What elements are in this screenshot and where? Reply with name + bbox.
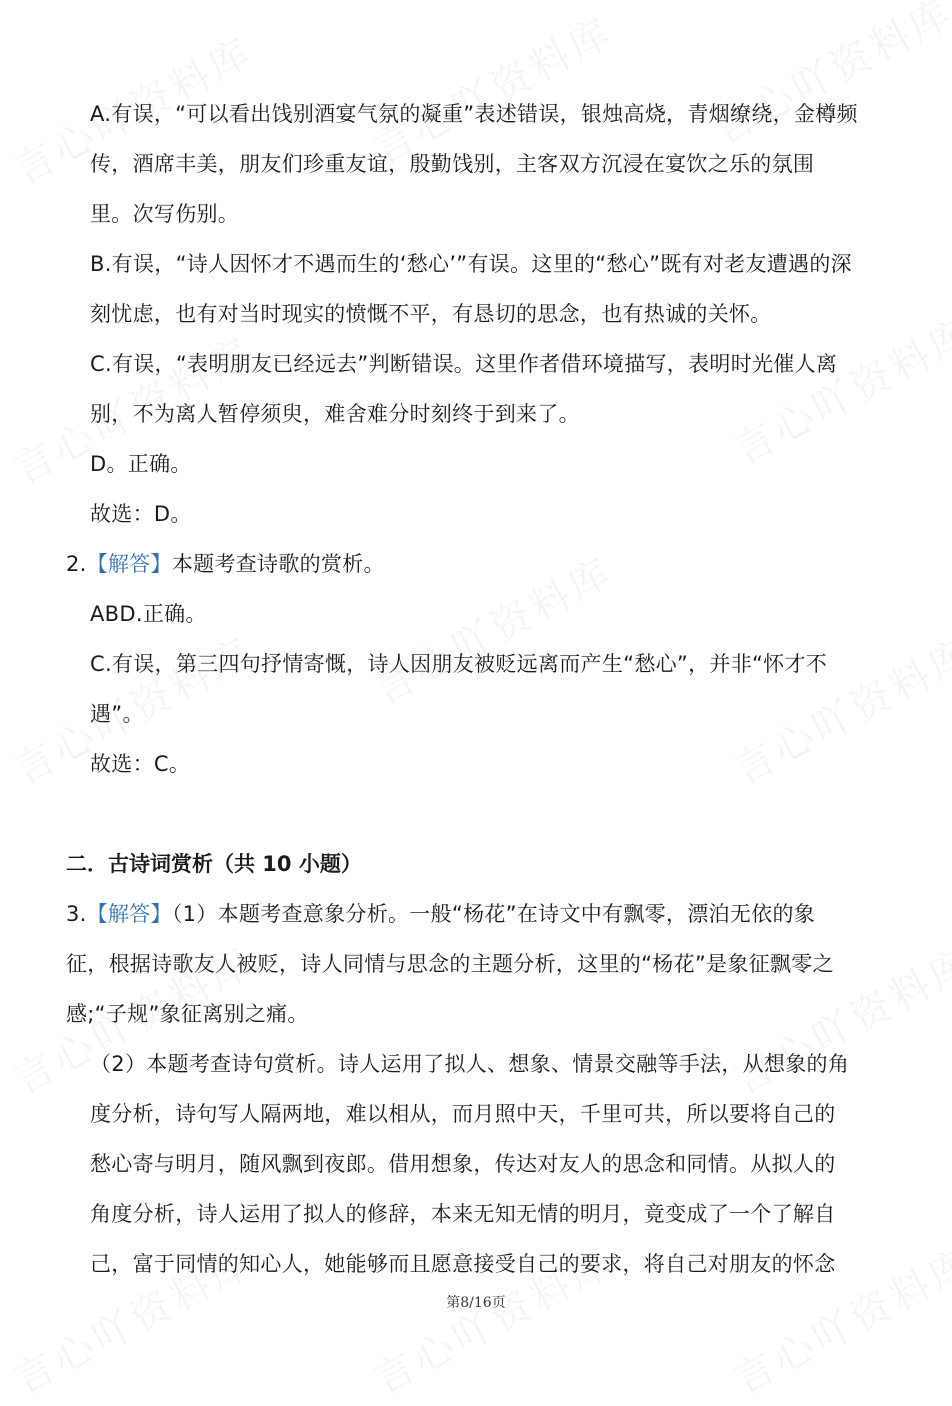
q3-answer-label: 【解答】 xyxy=(86,902,172,926)
q3-part2-line-5: 己，富于同情的知心人，她能够而且愿意接受自己的要求，将自己对朋友的怀念 xyxy=(90,1252,836,1276)
watermark xyxy=(722,621,952,795)
option-c-line-2: 别，不为离人暂停须臾，难舍难分时刻终于到来了。 xyxy=(90,402,580,426)
q2-abd: ABD.正确。 xyxy=(90,602,207,626)
option-d-line: D。正确。 xyxy=(90,452,192,476)
q2-intro: 本题考查诗歌的赏析。 xyxy=(171,552,385,576)
section-heading: 二．古诗词赏析（共 10 小题） xyxy=(66,852,362,876)
q2-choice: 故选：C。 xyxy=(90,752,191,776)
q3-part2-line-3: 愁心寄与明月，随风飘到夜郎。借用想象，传达对友人的思念和同情。从拟人的 xyxy=(90,1152,836,1176)
option-a-line-2: 传，酒席丰美，朋友们珍重友谊，殷勤饯别，主客双方沉浸在宴饮之乐的氛围 xyxy=(90,152,815,176)
page-number: 第8/16页 xyxy=(446,1295,506,1311)
q2-number: 2. xyxy=(66,552,87,576)
watermark xyxy=(702,0,952,156)
q3-header xyxy=(66,899,815,929)
q3-part2-line-1: （2）本题考查诗句赏析。诗人运用了拟人、想象、情景交融等手法，从想象的角 xyxy=(90,1052,850,1076)
option-a-line-1: A.有误，“可以看出饯别酒宴气氛的凝重”表述错误，银烛高烧，青烟缭绕，金樽频 xyxy=(90,102,858,126)
q3-part1-line-3: 感;“子规”象征离别之痛。 xyxy=(66,1002,309,1026)
option-a-line-3: 里。次写伤别。 xyxy=(90,202,240,226)
q2-header xyxy=(66,549,385,579)
option-b-line-2: 刻忧虑，也有对当时现实的愤慨不平，有恳切的思念，也有热诚的关怀。 xyxy=(90,302,772,326)
q2-answer-label: 【解答】 xyxy=(86,552,172,576)
q3-part2-line-2: 度分析，诗句写人隔两地，难以相从，而月照中天，千里可共，所以要将自己的 xyxy=(90,1102,836,1126)
q2-c-line-2: 遇”。 xyxy=(90,702,144,726)
q3-part2-line-4: 角度分析，诗人运用了拟人的修辞，本来无知无情的明月，竟变成了一个了解自 xyxy=(90,1202,836,1226)
option-c-line-1: C.有误，“表明朋友已经远去”判断错误。这里作者借环境描写，表明时光催人离 xyxy=(90,352,838,376)
q3-part1-line-2: 征，根据诗歌友人被贬，诗人同情与思念的主题分析，这里的“杨花”是象征飘零之 xyxy=(66,952,834,976)
q3-number: 3. xyxy=(66,902,87,926)
q3-part1-line-1: （1）本题考查意象分析。一般“杨花”在诗文中有飘零，漂泊无依的象 xyxy=(171,902,816,926)
watermark xyxy=(362,541,622,715)
q1-choice: 故选：D。 xyxy=(90,502,192,526)
option-b-line-1: B.有误，“诗人因怀才不遇而生的‘愁心’”有误。这里的“愁心”既有对老友遭遇的深 xyxy=(90,252,852,276)
q2-c-line-1: C.有误，第三四句抒情寄慨，诗人因朋友被贬远离而产生“愁心”，并非“怀才不 xyxy=(90,652,828,676)
